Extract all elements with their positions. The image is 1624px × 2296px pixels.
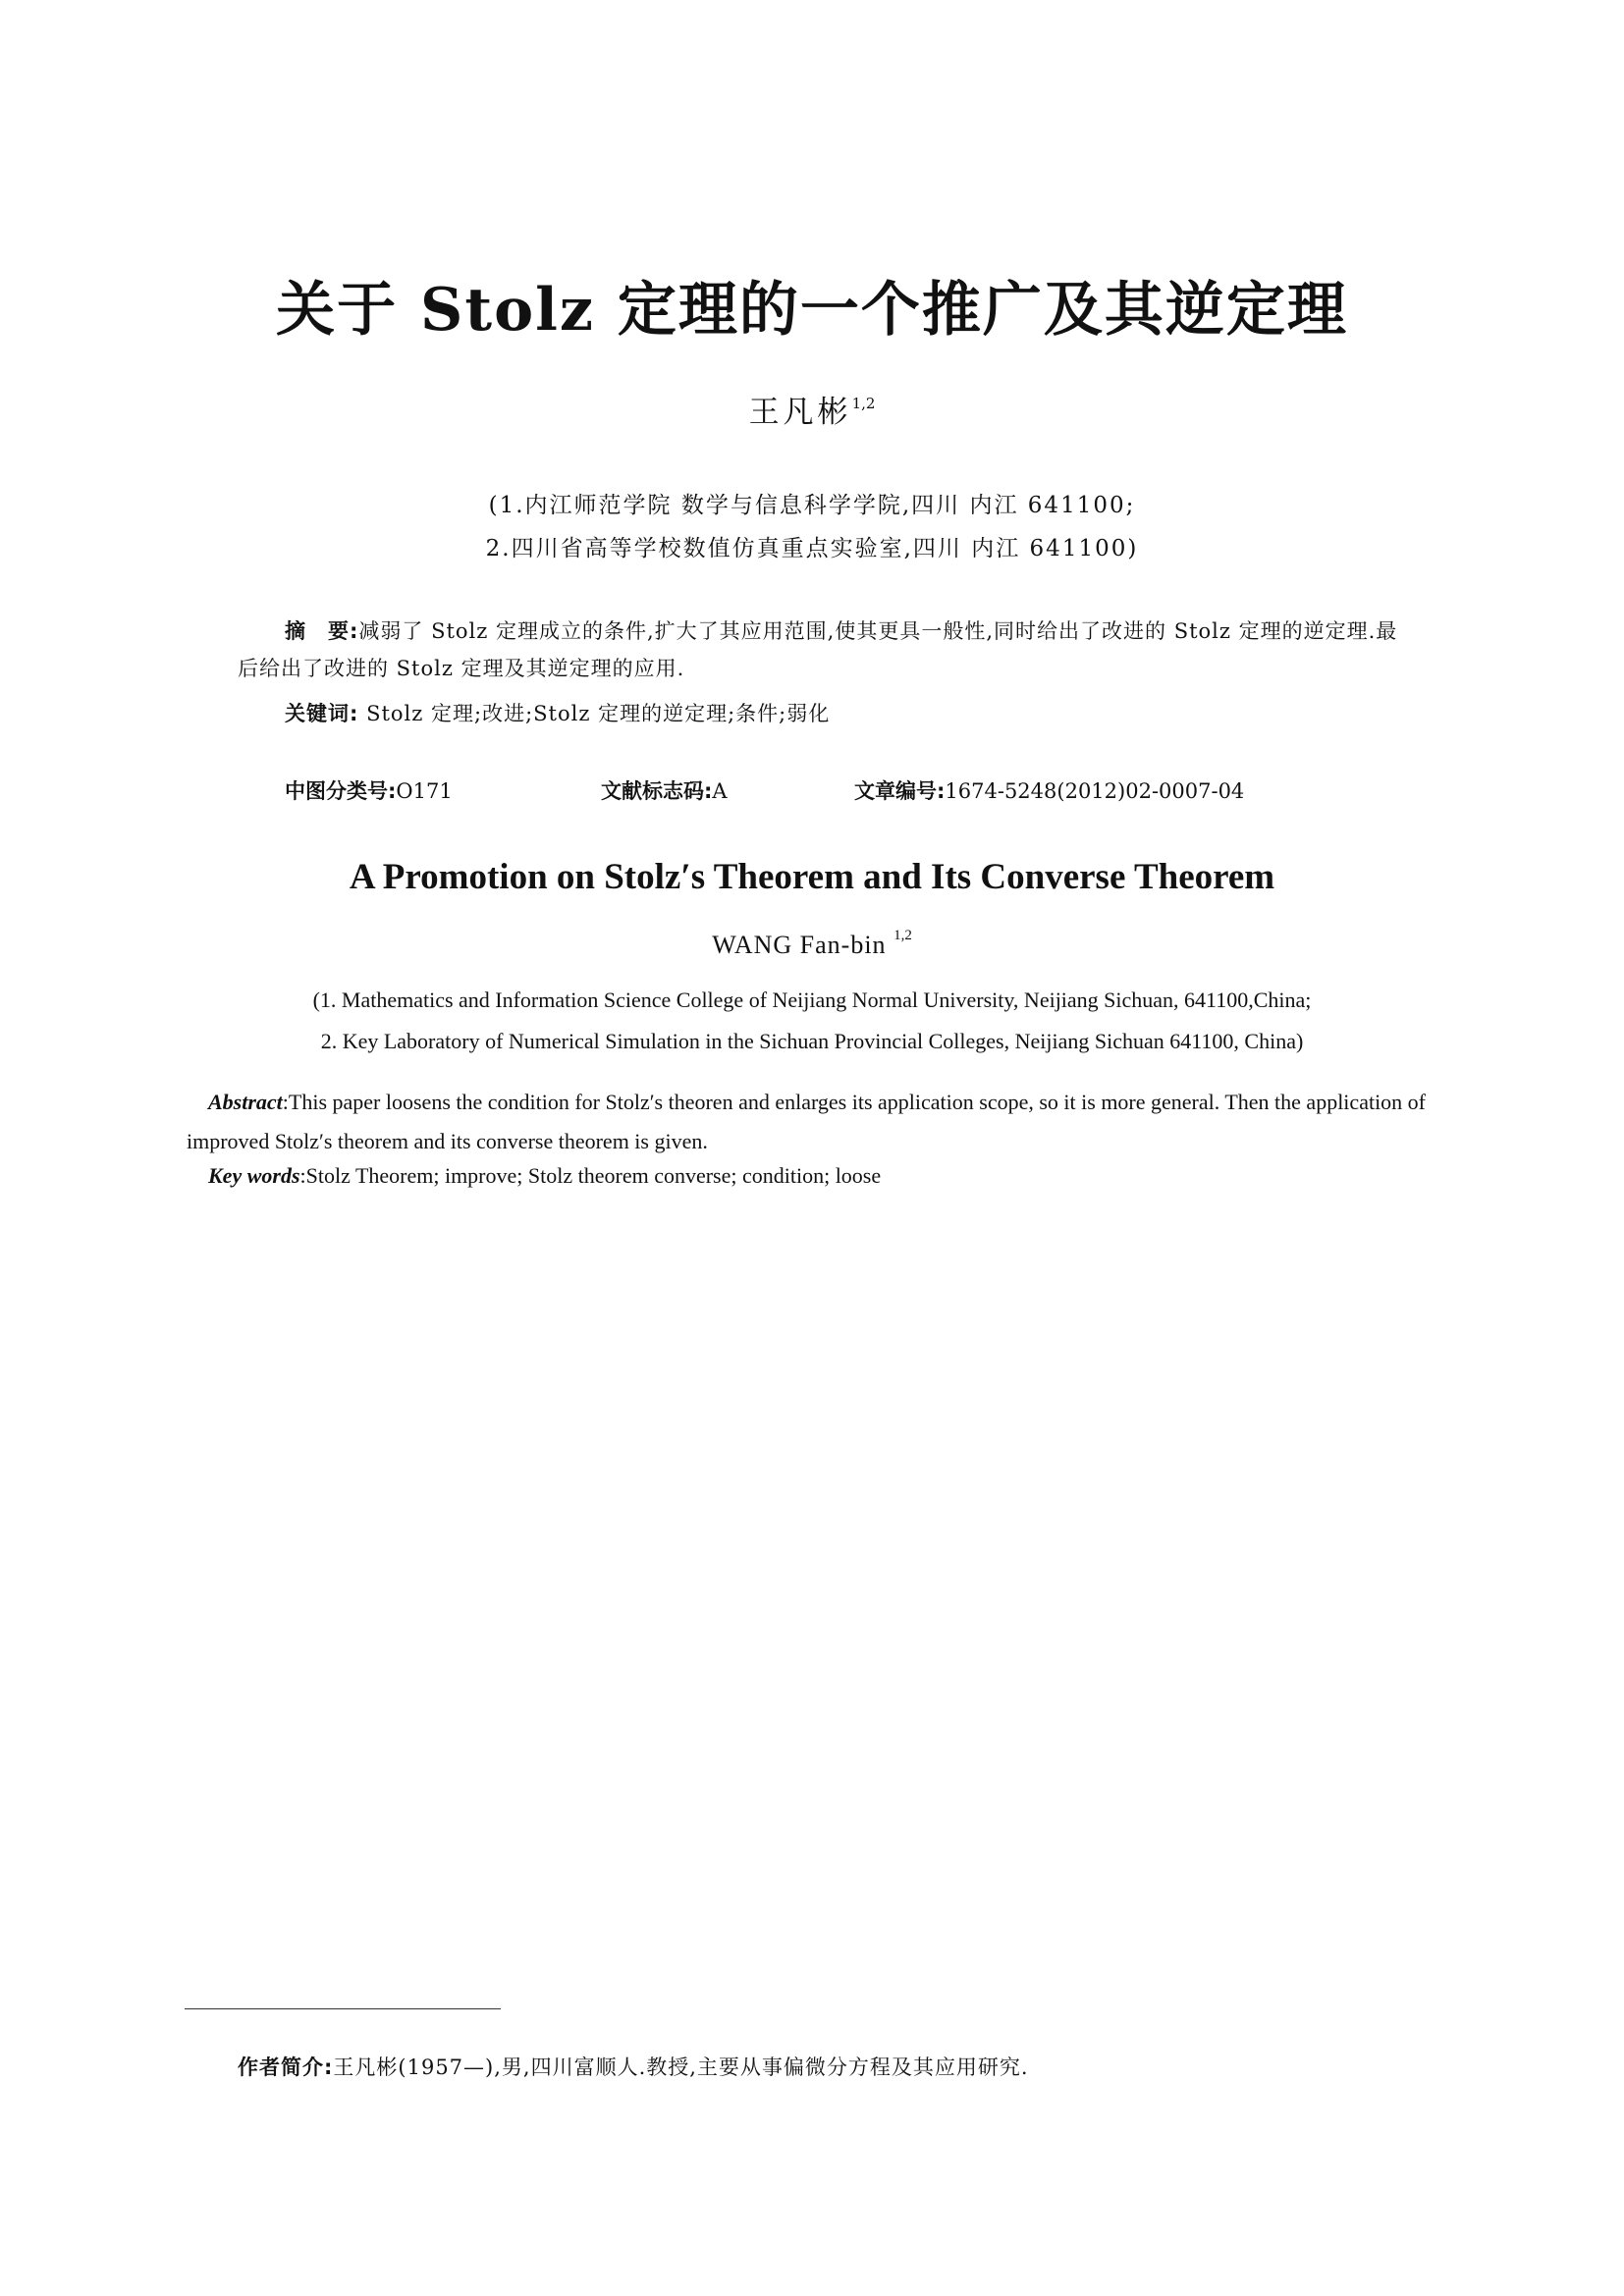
chinese-keywords-label: 关键词: bbox=[285, 702, 359, 725]
chinese-abstract-text: 减弱了 Stolz 定理成立的条件,扩大了其应用范围,使其更具一般性,同时给出了改进的 Stolz 定理的逆定理.最后给出了改进的 Stolz 定理及其逆定理的应用. bbox=[238, 619, 1398, 680]
english-title: A Promotion on Stolz′s Theorem and Its Converse Theorem bbox=[349, 857, 1275, 897]
clc-number: 中图分类号:O171 bbox=[285, 779, 453, 803]
footnote-divider bbox=[185, 2008, 501, 2009]
english-keywords bbox=[208, 1163, 1426, 1189]
english-abstract-label: Abstract bbox=[208, 1090, 283, 1114]
chinese-title: 关于 Stolz 定理的一个推广及其逆定理 bbox=[276, 276, 1348, 345]
footnote-text: 王凡彬(1957—),男,四川富顺人.教授,主要从事偏微分方程及其应用研究. bbox=[333, 2056, 1029, 2079]
author-affiliation-marker: 1,2 bbox=[851, 395, 876, 412]
english-keywords-text: :Stolz Theorem; improve; Stolz theorem converse; condition; loose bbox=[299, 1163, 882, 1188]
english-affiliation-2: 2. Key Laboratory of Numerical Simulation in the Sichuan Provincial Colleges, Neijiang Sichuan 641100, China) bbox=[320, 1029, 1304, 1053]
english-author-name: WANG Fan-bin bbox=[712, 931, 887, 959]
chinese-affiliation-2: 2.四川省高等学校数值仿真重点实验室,四川 内江 641100) bbox=[485, 536, 1139, 561]
chinese-keywords bbox=[285, 695, 1414, 732]
english-abstract bbox=[187, 1083, 1434, 1161]
author-footnote bbox=[238, 2052, 1465, 2081]
english-author bbox=[0, 928, 1624, 960]
article-number: 文章编号:1674-5248(2012)02-0007-04 bbox=[854, 779, 1245, 803]
footnote-label: 作者简介: bbox=[238, 2056, 334, 2079]
document-code: 文献标志码:A bbox=[601, 779, 728, 803]
chinese-affiliation-1: (1.内江师范学院 数学与信息科学学院,四川 内江 641100; bbox=[488, 493, 1136, 518]
author-name: 王凡彬 bbox=[748, 395, 852, 430]
chinese-author bbox=[0, 387, 1624, 431]
chinese-keywords-text: Stolz 定理;改进;Stolz 定理的逆定理;条件;弱化 bbox=[358, 702, 831, 725]
english-affiliation-1: (1. Mathematics and Information Science College of Neijiang Normal University, Neijiang Sichuan, 641100,China; bbox=[312, 988, 1312, 1012]
english-keywords-label: Key words bbox=[208, 1163, 300, 1188]
english-author-affiliation-marker: 1,2 bbox=[893, 928, 912, 943]
chinese-abstract bbox=[238, 613, 1406, 687]
chinese-abstract-label: 摘 要: bbox=[285, 619, 359, 643]
english-abstract-text: :This paper loosens the condition for Stolz′s theoren and enlarges its application scope, so it is more general. Then the application of improved Stolz′s theorem and its converse theorem is given. bbox=[187, 1090, 1427, 1153]
